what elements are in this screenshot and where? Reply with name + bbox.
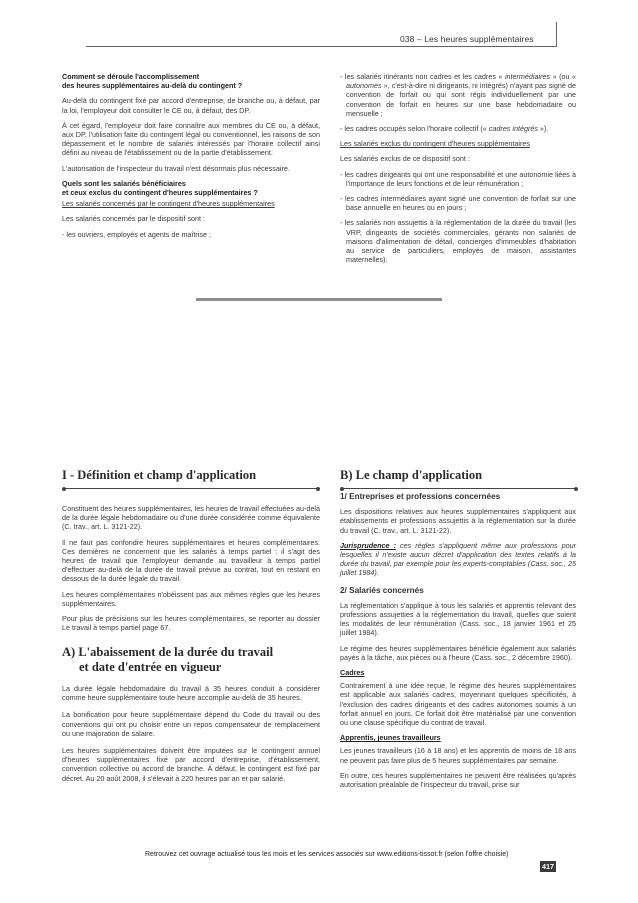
header-rule — [86, 46, 556, 47]
paragraph: Il ne faut pas confondre heures supplémentaires et heures complémentaires. Ces dernières ne concernent que les salariés à temps partiel : il s'agit des heures de travail que l'employeur demande au travailleur à temps partiel d'effectuer au-delà de la durée de travail prévue au contrat, tout en restant en dessous de la durée légale du travail. — [62, 537, 320, 584]
page-number: 417 — [542, 862, 554, 871]
question-1-line-2: des heures supplémentaires au-delà du contingent ? — [62, 81, 243, 91]
top-left-column — [62, 72, 320, 245]
heading-cadres: Cadres — [340, 668, 365, 678]
top-right-column — [340, 72, 576, 270]
paragraph: En outre, ces heures supplémentaires ne peuvent être réalisées qu'après autorisation préalable de l'inspecteur du travail, prise sur — [340, 770, 576, 790]
paragraph: Les heures supplémentaires doivent être imputées sur le contingent annuel d'heures supplémentaires fixé par accord d'entreprise, d'établissement, convention collective ou accord de branche. À défaut, le contingent est fixé par décret. Au 20 août 2008, il s'élevait à 220 heures par an et par salarié. — [62, 746, 320, 783]
subheading-underlined: Les salariés exclus du contingent d'heures supplémentaires — [340, 139, 530, 149]
paragraph: La réglementation s'applique à tous les salariés et apprentis relevant des professions assujetties à la réglementation du travail, quelles que soient les modalités de leur rémunération (Cass. soc., 18 janvier 1961 et 25 juillet 1984). — [340, 600, 576, 638]
paragraph: - les ouvriers, employés et agents de maîtrise ; — [62, 229, 212, 239]
running-header: 038 – Les heures supplémentaires — [400, 34, 534, 44]
paragraph: Constituent des heures supplémentaires, les heures de travail effectuées au-delà de la durée légale hebdomadaire ou d'une durée considérée comme équivalente (C. trav., art. L. 3121-22). — [62, 504, 320, 532]
question-2-line-1: Quels sont les salariés bénéficiaires — [62, 178, 186, 188]
dash-item: - les cadres dirigeants qui ont une responsabilité et une autonomie liées à l'importance de leurs fonctions et de leur rémunération ; — [340, 169, 576, 188]
paragraph: La bonification pour heure supplémentaire dépend du Code du travail ou des conventions qui ont pu choisir entre un repos compensateur de remplacement ou une majoration de salaire. — [62, 710, 320, 738]
paragraph: Le régime des heures supplémentaires bénéficie également aux salariés payés à la tâche, aux pièces ou à l'heure (Cass. soc., 2 décembre 1960). — [340, 643, 576, 662]
paragraph: À cet égard, l'employeur doit faire connaître aux membres du CE ou, à défaut, aux DP, l'utilisation faite du contingent légal ou conventionnel, les raisons de son dépassement et le nombre de salariés intéressés par l'horaire collectif ainsi défini au niveau de l'établissement ou de la partie d'établissement. — [62, 120, 320, 158]
jurisprudence-label: Jurisprudence : — [340, 540, 396, 550]
paragraph: La durée légale hebdomadaire du travail à 35 heures conduit à considérer comme heure supplémentaire toute heure accomplie au-delà de 35 heures. — [62, 684, 320, 703]
section-b-rule — [342, 488, 576, 489]
footer-text: Retrouvez cet ouvrage actualisé tous les mois et les services associés sur www.editions-tissot.fr (selon l'offre choisie) — [145, 851, 509, 858]
section-a-title-line-2: et date d'entrée en vigueur — [79, 660, 222, 674]
section-separator — [196, 298, 442, 301]
question-1-line-1: Comment se déroule l'accomplissement — [62, 72, 200, 81]
paragraph: Les salariés concernés par le dispositif sont : — [62, 214, 206, 224]
question-2-line-2: et ceux exclus du contingent d'heures supplémentaires ? — [62, 188, 258, 198]
section-a-body — [62, 684, 320, 789]
subsection-2-title: 2/ Salariés concernés — [340, 585, 424, 595]
dash-item: - les salariés non assujettis à la réglementation de la durée du travail (les VRP, dirigeants de sociétés commerciales, gérants non salariés de maisons d'alimentation de détail, concierges d'immeubles d'habitation au service de particuliers, employés de maison, assistantes maternelles). — [340, 218, 576, 265]
header-tick — [556, 22, 557, 47]
jurisprudence-note: Jurisprudence : ces règles s'appliquent même aux professions pour lesquelles il n'existe aucun décret d'application des textes relatifs à la durée du travail, par exemple pour les experts-comptables (Cass. soc., 25 juillet 1984). — [340, 540, 576, 578]
subsection-1-title: 1/ Entreprises et professions concernées — [340, 492, 501, 501]
section-1-rule — [64, 488, 318, 489]
paragraph: Les dispositions relatives aux heures supplémentaires s'appliquent aux établissements et professions assujettis à la réglementation sur la durée du travail (C. trav., art. L. 3121-22). — [340, 507, 576, 535]
paragraph: Les salariés exclus de ce dispositif sont : — [340, 154, 470, 164]
dash-item: - les cadres occupés selon l'horaire collectif (« cadres intégrés »). — [340, 124, 549, 134]
paragraph: Contrairement à une idée reçue, le régime des heures supplémentaires est applicable aux salariés cadres, moyennant quelques spécificités, à l'exclusion des cadres dirigeants et des cadres autonomes soumis à un forfait annuel en jours. Ce forfait doit être matérialisé par une convention ou une clause spécifique du contrat de travail. — [340, 681, 576, 728]
paragraph: Pour plus de précisions sur les heures complémentaires, se reporter au dossier Le travail à temps partiel page 67. — [62, 614, 320, 633]
section-a-title-line-1: A) L'abaissement de la durée du travail — [62, 645, 274, 659]
paragraph: L'autorisation de l'inspecteur du travail n'est désormais plus nécessaire. — [62, 163, 290, 173]
paragraph: Au-delà du contingent fixé par accord d'entreprise, de branche ou, à défaut, par la loi, l'employeur doit consulter le CE ou, à défaut, des DP. — [62, 96, 320, 115]
paragraph: Les heures complémentaires n'obéissent pas aux mêmes règles que les heures supplémentaires. — [62, 589, 320, 608]
heading-apprentis: Apprentis, jeunes travailleurs — [340, 733, 441, 743]
paragraph: Les jeunes travailleurs (16 à 18 ans) et les apprentis de moins de 18 ans ne peuvent pas faire plus de 5 heures supplémentaires par semaine. — [340, 746, 576, 765]
subheading-underlined: Les salariés concernés par le contingent d'heures supplémentaires — [62, 199, 275, 209]
dash-item: - les cadres intermédiaires ayant signé une convention de forfait sur une base annuelle en heures ou en jours ; — [340, 194, 576, 213]
section-1-body — [62, 504, 320, 638]
dash-item: - les salariés itinérants non cadres et les cadres « intermédiaires » (ou « autonomes », c'est-à-dire ni dirigeants, ni intégrés) n'ayant pas signé de convention de forfait ou qui sont régis individuellement par une convention de forfait en heures sur une base hebdomadaire ou mensuelle ; — [340, 72, 576, 118]
section-b-title: B) Le champ d'application — [340, 468, 483, 482]
section-1-title: I - Définition et champ d'application — [62, 468, 257, 482]
section-b-body — [340, 492, 576, 795]
